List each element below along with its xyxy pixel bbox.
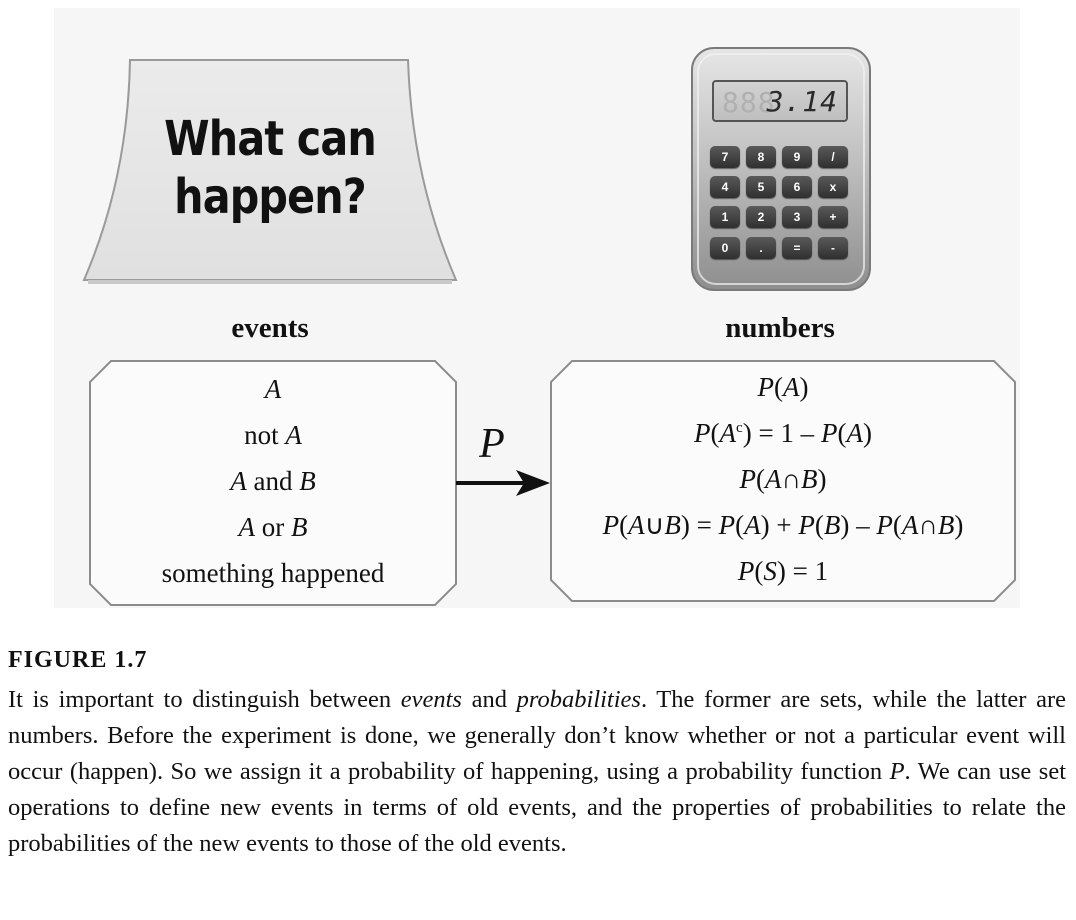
event-a-and-b: A and B — [230, 466, 316, 496]
calculator-key: 7 — [710, 146, 740, 168]
calculator-ghost-digits: 888 — [722, 86, 776, 119]
prob-union: P(A∪B) = P(A) + P(B) – P(A∩B) — [602, 510, 964, 540]
event-a-or-b: A or B — [238, 512, 308, 542]
event-something-happened: something happened — [161, 558, 385, 588]
note-card-line-2: happen? — [174, 169, 366, 225]
calculator-key: 9 — [782, 146, 812, 168]
prob-sample-space: P(S) = 1 — [737, 556, 829, 586]
calculator-readout: 3.14 — [766, 84, 838, 118]
numbers-heading: numbers — [725, 312, 835, 344]
note-card — [82, 58, 458, 290]
calculator-key: 2 — [746, 206, 776, 228]
prob-a: P(A) — [757, 372, 809, 402]
arrow-label: P — [479, 421, 505, 467]
figure-caption-title: FIGURE 1.7 — [8, 647, 148, 673]
note-card-text — [143, 110, 398, 226]
calculator-key: . — [746, 237, 776, 259]
calculator-key: 6 — [782, 176, 812, 198]
events-heading: events — [231, 312, 309, 344]
numbers-list — [550, 364, 1016, 594]
calculator-key: 0 — [710, 237, 740, 259]
calculator-key: 5 — [746, 176, 776, 198]
calculator-display — [712, 80, 848, 122]
calculator-key: x — [818, 176, 848, 198]
calculator-key: / — [818, 146, 848, 168]
events-box — [89, 360, 457, 606]
calculator-key: + — [818, 206, 848, 228]
event-a: A — [264, 374, 282, 404]
mapping-arrow — [456, 468, 552, 498]
calculator-illustration — [690, 46, 872, 292]
prob-complement: $P(A^c) = 1 - P(A)$ — [694, 418, 872, 448]
calculator-key: 1 — [710, 206, 740, 228]
note-card-line-1: What can — [164, 111, 376, 167]
prob-intersection: P(A∩B) — [739, 464, 827, 494]
figure-caption-body: It is important to distinguish between events and probabilities. The former are sets, while the latter are numbers. Before the experiment is done, we generally don’t know whether or not a particular event will occur (happen). So we assign it a probability of happening, using a probability function P. We can use set operations to define new events in terms of old events, and the properties of probabilities to relate the probabilities of the new events to those of the old events. — [8, 686, 1067, 857]
calculator-key: - — [818, 237, 848, 259]
calculator-key: 8 — [746, 146, 776, 168]
event-not-a: not A — [244, 420, 302, 450]
calculator-key: 4 — [710, 176, 740, 198]
numbers-box — [550, 360, 1016, 602]
calculator-key: 3 — [782, 206, 812, 228]
calculator-key: = — [782, 237, 812, 259]
events-list — [89, 366, 457, 596]
